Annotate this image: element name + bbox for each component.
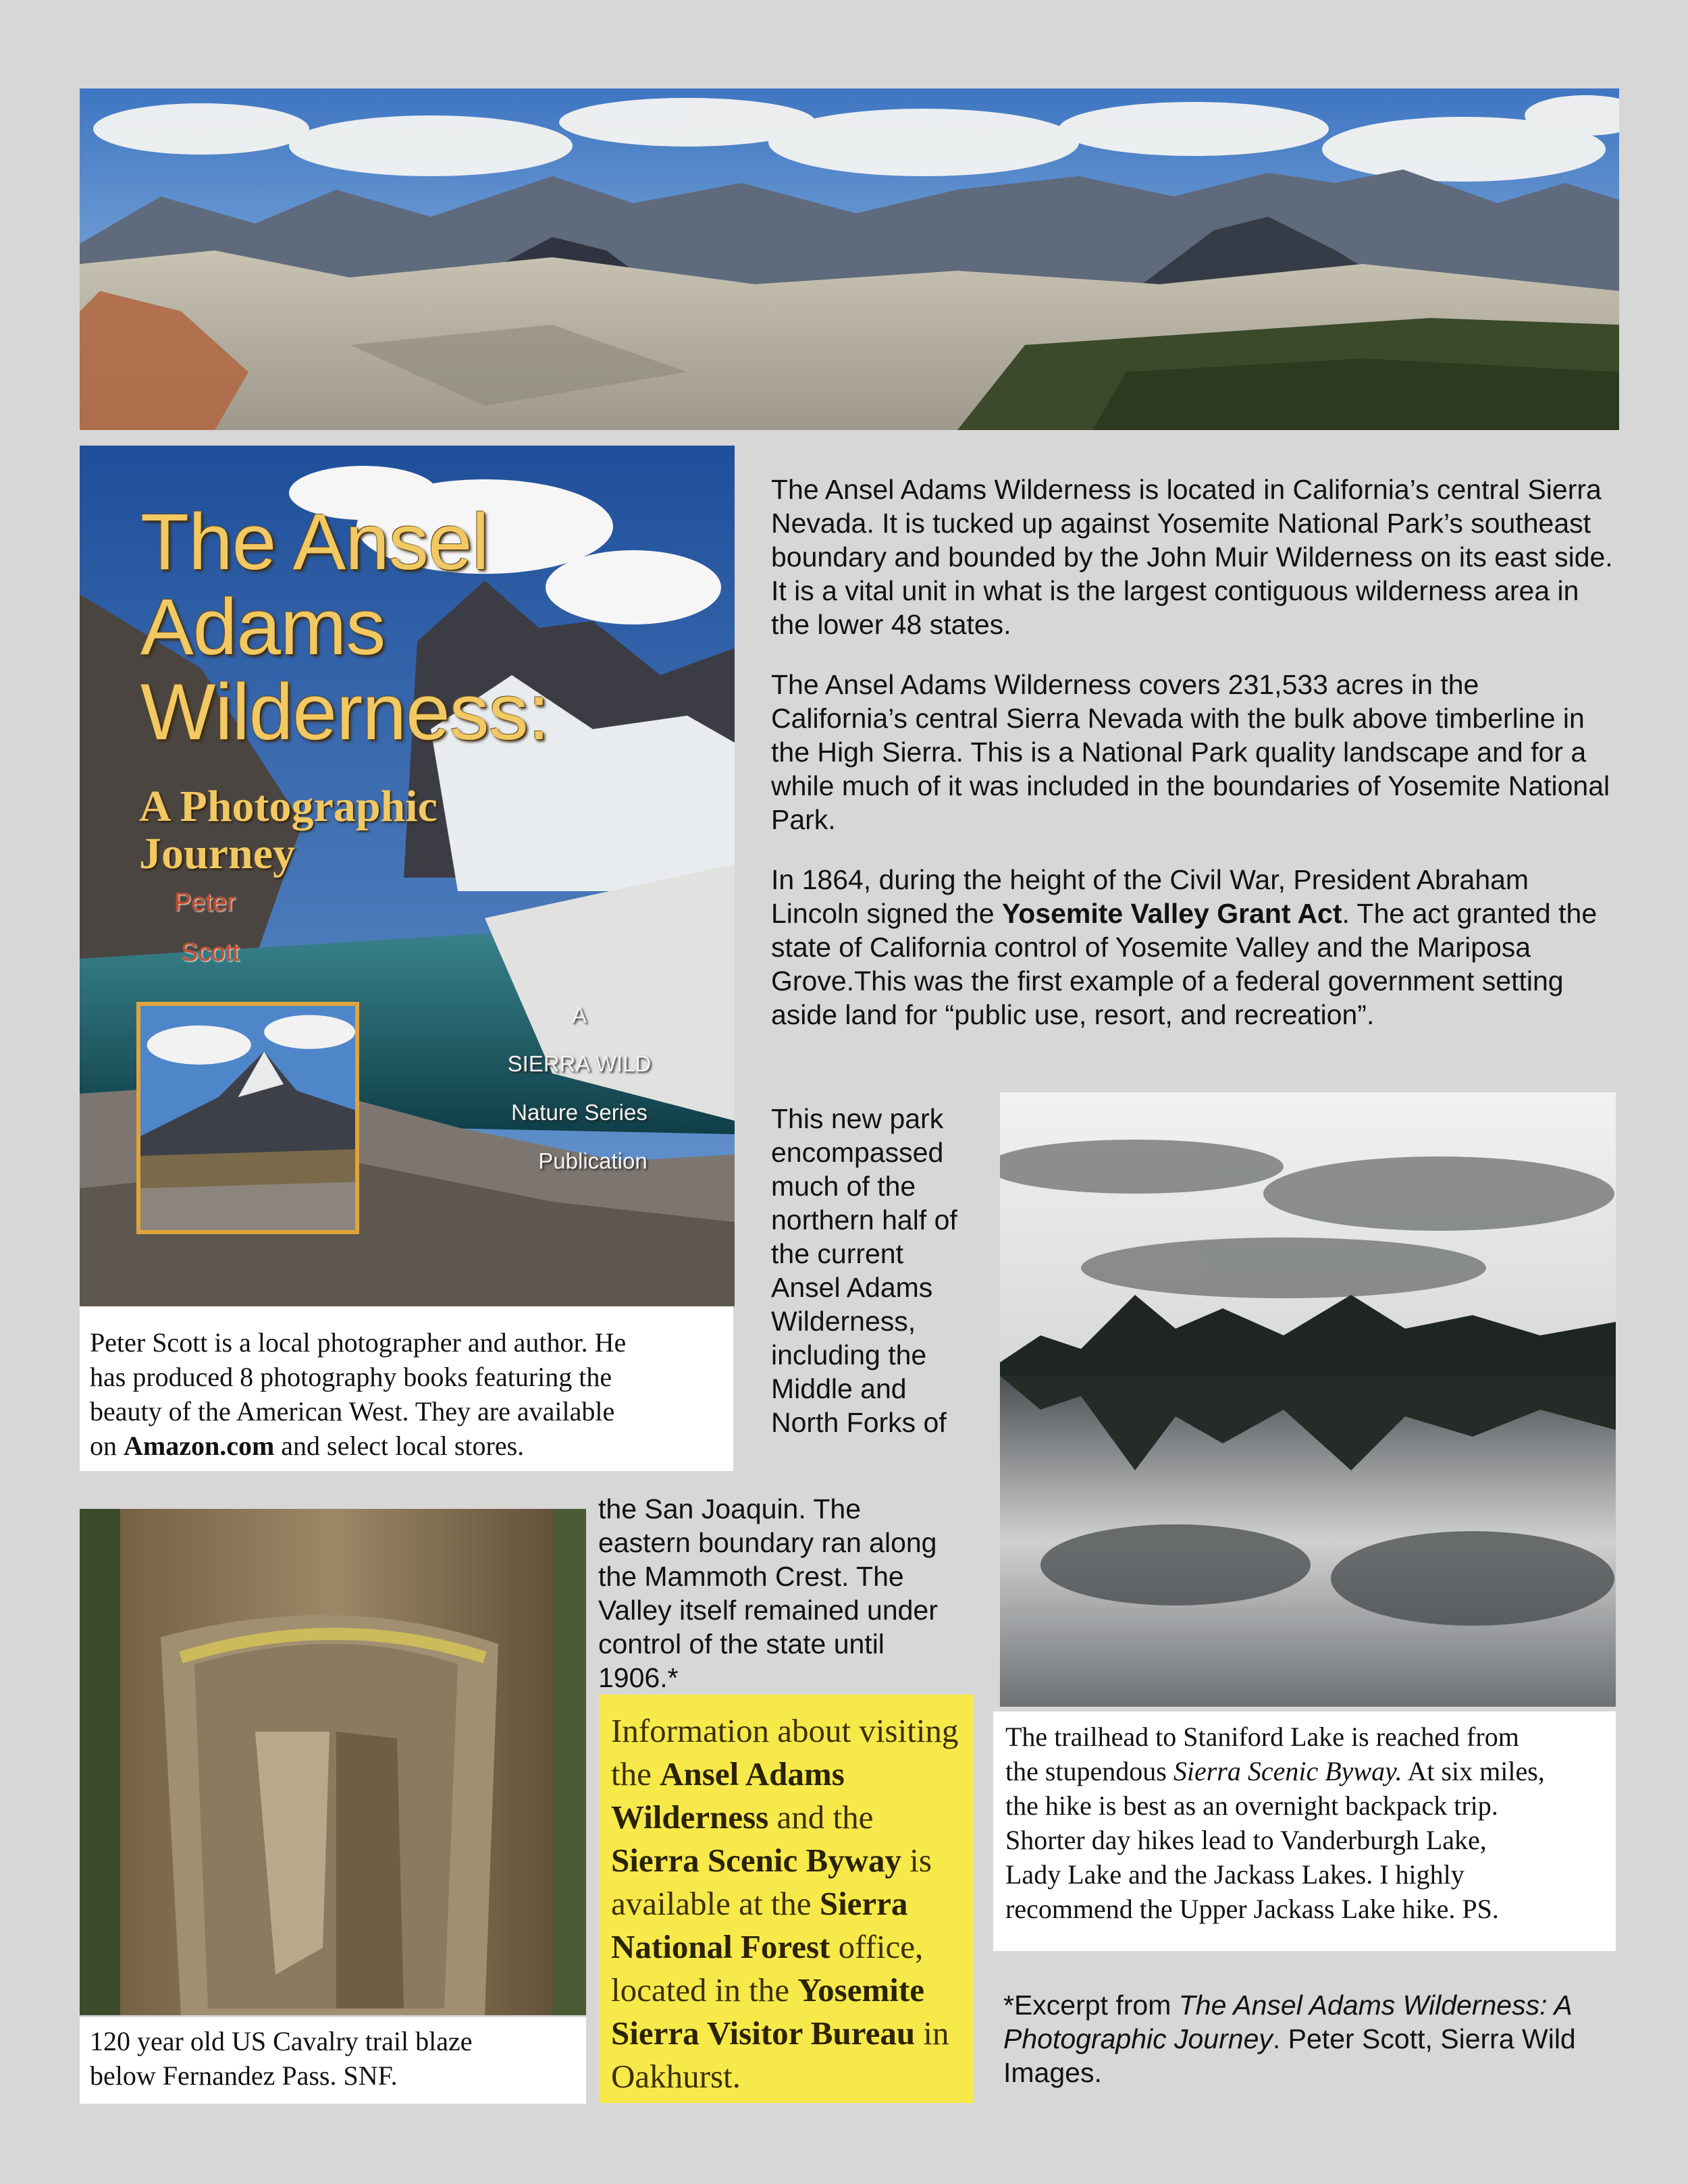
- cover-subtitle-line: A Photographic: [139, 782, 438, 831]
- article-line: This new park: [771, 1103, 944, 1134]
- author-caption-line: [90, 1429, 731, 1463]
- article-paragraph: The Ansel Adams Wilderness covers 231,533 acres in the California’s central Sierra Nevada with the bulk above timberline in the High Sierra. This is a National Park quality landscape and for a while much of it was included in the boundaries of Yosemite National Park.: [771, 669, 1610, 835]
- mountain-panorama-photo: [80, 88, 1619, 430]
- info-text: and the: [768, 1799, 874, 1836]
- lake-caption-line: recommend the Upper Jackass Lake hike. PS.: [1005, 1894, 1499, 1924]
- excerpt-text: . Peter Scott, Sierra Wild Images.: [1003, 2023, 1576, 2088]
- article-line: the San Joaquin. The: [598, 1493, 862, 1524]
- article-line: much of the: [771, 1171, 916, 1202]
- article-line: Wilderness,: [771, 1306, 916, 1337]
- amazon-link-text: Amazon.com: [124, 1431, 275, 1461]
- info-text: in: [915, 2015, 949, 2052]
- article-line: the Mammoth Crest. The: [598, 1561, 904, 1592]
- article-narrow-column: [771, 1102, 1001, 1439]
- lake-caption-line: the hike is best as an overnight backpack trip.: [1005, 1790, 1498, 1821]
- cover-subtitle: [139, 783, 544, 878]
- cover-title: [140, 500, 721, 755]
- author-caption-line: beauty of the American West. They are available: [90, 1396, 615, 1427]
- cover-author-line: Scott: [181, 938, 240, 967]
- visitor-info-box: [599, 1695, 974, 2103]
- article-line: Middle and: [771, 1373, 907, 1404]
- cover-title-line: The Ansel: [140, 498, 489, 587]
- info-emphasis: Ansel Adams: [660, 1755, 845, 1792]
- book-cover-image: [80, 446, 735, 1306]
- info-emphasis: Wilderness: [611, 1799, 769, 1836]
- article-continued-column: [598, 1492, 990, 1695]
- info-line: [611, 1925, 976, 1969]
- info-line: [611, 1796, 976, 1839]
- book-title-italic: The Ansel Adams Wilderness: A Photographic Journey: [1003, 1990, 1572, 2054]
- blaze-caption-box: [80, 2017, 586, 2104]
- info-emphasis: Sierra Visitor Bureau: [611, 2015, 916, 2052]
- cover-inset-photo: [136, 1002, 359, 1234]
- article-line: northern half of: [771, 1204, 957, 1235]
- info-text: the: [611, 1755, 660, 1792]
- article-paragraph: The Ansel Adams Wilderness is located in California’s central Sierra Nevada. It is tucked up against Yosemite National Park’s southeast boundary and bounded by the John Muir Wilderness on its east side. It is a vital unit in what is the largest contiguous wilderness area in the lower 48 states.: [771, 474, 1613, 640]
- article-line: the current: [771, 1238, 903, 1269]
- info-emphasis: Yosemite: [797, 1971, 924, 2008]
- author-caption-box: [80, 1306, 733, 1471]
- info-line: [611, 1753, 976, 1796]
- author-caption-text: and select local stores.: [274, 1431, 525, 1461]
- info-line: [611, 2012, 976, 2055]
- info-line: Oakhurst.: [611, 2058, 741, 2095]
- author-caption-line: has produced 8 photography books featuring the: [90, 1362, 612, 1392]
- article-text-run: In 1864, during the height of the Civil War, President Abraham Lincoln signed the: [771, 864, 1529, 929]
- article-line: 1906.*: [598, 1662, 679, 1693]
- info-emphasis: Sierra Scenic Byway: [611, 1842, 902, 1879]
- lake-caption-text: At six miles,: [1402, 1756, 1545, 1786]
- author-caption-text: on: [90, 1431, 124, 1461]
- info-line: Information about visiting: [611, 1712, 959, 1749]
- info-text: is: [901, 1842, 932, 1879]
- info-text: located in the: [611, 1971, 798, 2008]
- info-line: [611, 1882, 976, 1925]
- article-line: eastern boundary ran along: [598, 1527, 937, 1558]
- grant-act-name: Yosemite Valley Grant Act: [1001, 898, 1342, 929]
- info-emphasis: Sierra: [819, 1885, 908, 1922]
- author-caption-line: Peter Scott is a local photographer and author. He: [90, 1327, 627, 1358]
- lake-caption-text: the stupendous: [1005, 1756, 1173, 1786]
- info-line: [611, 1969, 976, 2012]
- article-line: encompassed: [771, 1137, 944, 1168]
- cover-series-line: Publication: [538, 1148, 648, 1173]
- blaze-caption-line: 120 year old US Cavalry trail blaze: [90, 2026, 473, 2056]
- cover-title-line: Adams: [140, 583, 386, 672]
- cover-subtitle-line: Journey: [139, 829, 295, 878]
- lake-caption-line: [1005, 1754, 1613, 1788]
- cover-series-line: SIERRA WILD: [507, 1051, 652, 1076]
- excerpt-note: [1003, 1988, 1611, 2089]
- cavalry-trail-blaze-photo: [80, 1509, 586, 2015]
- info-text: available at the: [611, 1885, 820, 1922]
- article-line: North Forks of: [771, 1407, 947, 1438]
- lake-caption-line: Lady Lake and the Jackass Lakes. I highly: [1005, 1859, 1465, 1890]
- cover-title-line: Wilderness:: [140, 668, 550, 757]
- lake-caption-box: [993, 1711, 1616, 1951]
- excerpt-text: *Excerpt from: [1003, 1990, 1179, 2021]
- lake-caption-line: Shorter day hikes lead to Vanderburgh Lake,: [1005, 1825, 1487, 1855]
- article-line: Ansel Adams: [771, 1272, 933, 1303]
- info-line: [611, 1839, 976, 1882]
- article-line: Valley itself remained under: [598, 1595, 938, 1626]
- info-text: office,: [830, 1928, 924, 1965]
- cover-series-line: A: [571, 1003, 587, 1028]
- article-text: [771, 473, 1615, 1058]
- blaze-caption-line: below Fernandez Pass. SNF.: [90, 2060, 398, 2091]
- lake-caption-line: The trailhead to Staniford Lake is reached from: [1005, 1722, 1519, 1752]
- article-paragraph: [771, 863, 1615, 1032]
- article-text-run: . The act granted the state of California control of Yosemite Valley and the Mariposa Grove.This was the first example of a federal government setting aside land for “public use, resort, and recreation”.: [771, 898, 1598, 1030]
- info-emphasis: National Forest: [611, 1928, 830, 1965]
- cover-series-line: Nature Series: [511, 1100, 648, 1125]
- article-line: control of the state until: [598, 1628, 885, 1659]
- byway-name: Sierra Scenic Byway.: [1173, 1756, 1402, 1786]
- cover-author-line: Peter: [174, 888, 236, 917]
- cover-author: [174, 878, 377, 978]
- article-line: including the: [771, 1339, 927, 1370]
- staniford-lake-photo: [1000, 1092, 1616, 1707]
- cover-series-text: [485, 991, 674, 1186]
